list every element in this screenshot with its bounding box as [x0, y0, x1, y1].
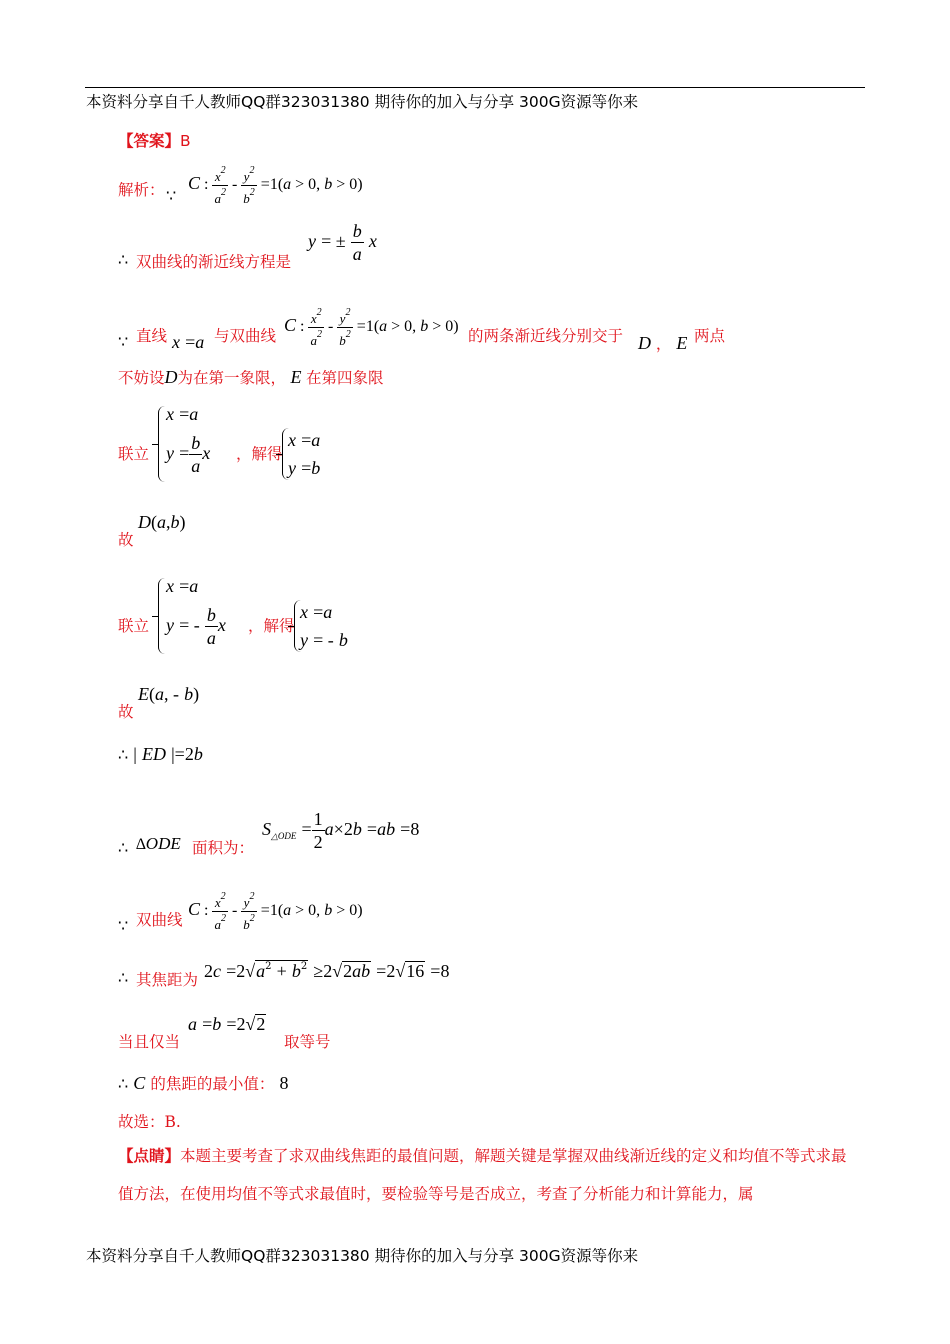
eq-y-ba-x: y = $\frac{b}{a}$ x: [166, 433, 211, 476]
equal-sign-text: 取等号: [284, 1033, 331, 1051]
points-DE: D ， E: [638, 333, 688, 353]
curve-C: C: [133, 1073, 146, 1093]
line-formula: x =a: [172, 332, 205, 352]
hyperbola-equation: C : $\frac{x^2}{a^2}$ - $\frac{y^2}{b^2}$ =1(a > 0, b > 0): [188, 891, 363, 932]
comment-text: 本题主要考查了求双曲线焦距的最值问题，解题关键是掌握双曲线渐近线的定义和均值不等式求最值方法，在使用均值不等式求最值时，要检验等号是否成立，考查了分析能力和计算能力，属: [118, 1147, 847, 1203]
hyperbola-equation: C : $\frac{x^2}{a^2}$ - $\frac{y^2}{b^2}$ =1(a > 0, b > 0): [284, 307, 459, 348]
lianli-text: 联立: [118, 617, 150, 635]
jiede-text: ，解得: [248, 617, 295, 635]
therefore-symbol: ∴: [118, 745, 129, 764]
triangle-ODE: ∆ODE: [136, 834, 181, 853]
eq-y-neg-ba-x: y = - $\frac{b}{a}$ x: [166, 605, 226, 648]
because-symbol: ∵: [118, 916, 129, 935]
assume-text-1: 不妨设: [118, 369, 165, 387]
two-asymptotes-text: 的两条渐近线分别交于: [468, 327, 624, 345]
min-focal-value: 8: [279, 1073, 289, 1093]
ED-length: ∴ | ED |=2b: [118, 744, 203, 764]
two-points-text: 两点: [694, 327, 726, 345]
assume-text-2: 为在第一象限，: [177, 369, 287, 387]
point-E: E: [286, 367, 307, 387]
min-focal-text: 的焦距的最小值：: [150, 1075, 275, 1093]
equal-when-text: 当且仅当: [118, 1033, 181, 1051]
focal-text: 其焦距为: [136, 971, 199, 989]
hyperbola-equation: C : $\frac{x^2}{a^2}$ - $\frac{y^2}{b^2}$ =1(a > 0, b > 0): [188, 165, 363, 206]
E-coords: E(a, - b): [138, 684, 200, 704]
area-text: 面积为：: [192, 839, 255, 857]
sol-x: x =a: [288, 430, 321, 450]
gu-text: 故: [118, 703, 134, 721]
therefore-symbol: ∴: [118, 1074, 129, 1093]
focal-formula: $2c =2√a^2 + b^2 \ge 2√2ab =2√16 =8$: [204, 961, 450, 981]
left-brace: [158, 406, 165, 482]
eq-x-a: x =a: [166, 404, 199, 424]
answer-value: B: [180, 132, 191, 150]
answer-line: [118, 129, 191, 151]
system-2: [118, 572, 438, 658]
hyperbola-text: 双曲线: [136, 911, 183, 929]
point-D: D: [164, 367, 178, 387]
because-symbol: ∵: [166, 186, 177, 205]
asymptote-text: 双曲线的渐近线方程是: [136, 253, 292, 271]
assume-line: [118, 366, 384, 388]
comment-label: 【点睛】: [118, 1147, 181, 1165]
because-symbol: ∵: [118, 332, 129, 351]
therefore-symbol: ∴: [118, 968, 129, 987]
line-label: 直线: [136, 327, 168, 345]
page-footer: 本资料分享自千人教师QQ群323031380 期待你的加入与分享 300G资源等你来: [86, 1247, 639, 1265]
answer-label: 【答案】: [118, 132, 181, 150]
asymptote-formula: y = ± $\frac{b}{a}$ x: [308, 221, 377, 264]
gu-text: 故: [118, 531, 134, 549]
sol-y: y =b: [288, 458, 321, 478]
therefore-symbol: ∴: [118, 838, 129, 857]
eq-x-a: x =a: [166, 576, 199, 596]
left-brace: [158, 578, 165, 654]
analysis-label: 解析：: [118, 181, 165, 199]
choice-text: 故选：B.: [118, 1113, 181, 1131]
header-rule: [85, 87, 865, 88]
area-formula: $S_{\triangle ODE}$ = $\frac{1}{2}$ a×2b =ab =8: [262, 809, 420, 852]
equality-formula: a =b =2√2: [188, 1014, 266, 1034]
therefore-symbol: ∴: [118, 250, 129, 269]
lianli-text: 联立: [118, 445, 150, 463]
system-1: [118, 400, 418, 486]
comment-paragraph: [118, 1137, 860, 1213]
D-coords: D(a,b): [138, 512, 186, 532]
jiede-text: ，解得: [236, 445, 283, 463]
page-header: 本资料分享自千人教师QQ群323031380 期待你的加入与分享 300G资源等你来: [86, 93, 639, 111]
min-focal-line: [118, 1072, 289, 1094]
with-hyperbola-text: 与双曲线: [214, 327, 277, 345]
sol-x: x =a: [300, 602, 333, 622]
sol-y: y = - b: [300, 630, 348, 650]
assume-text-3: 在第四象限: [306, 369, 384, 387]
